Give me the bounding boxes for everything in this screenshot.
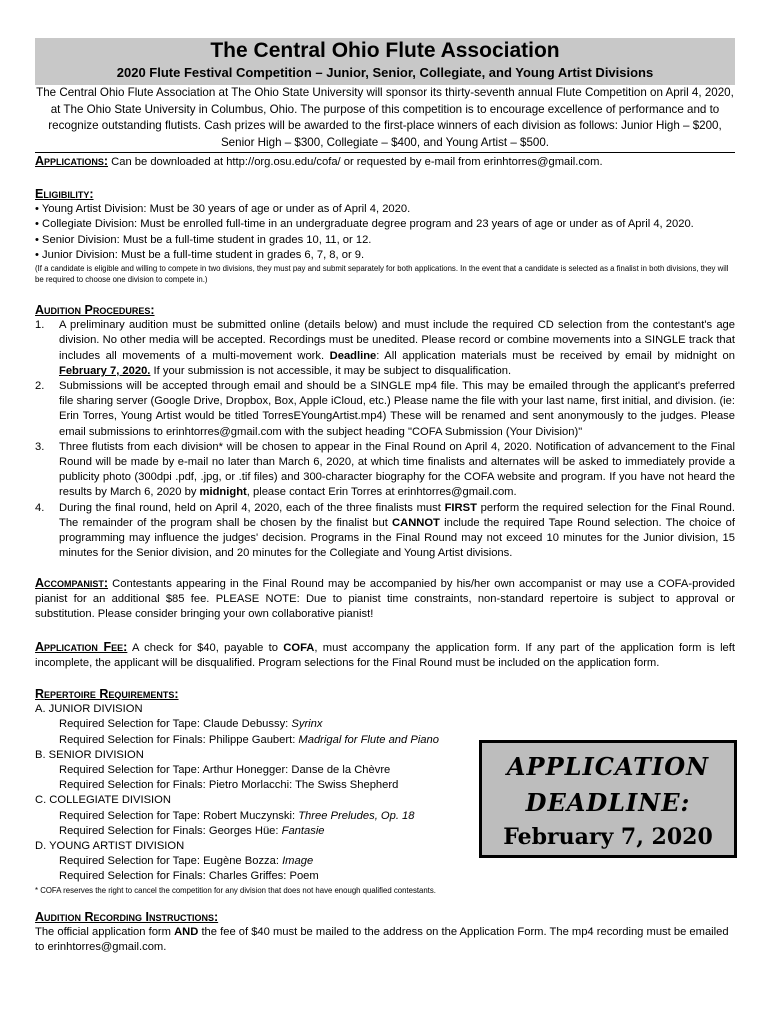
eligibility-item: • Young Artist Division: Must be 30 years of age or under as of April 4, 2020.	[35, 203, 411, 216]
item-text-part: perform the required selection for the Final Round. The remainder of the program shall be chosen by the finalist but	[59, 501, 735, 529]
rep-work: Fantasie	[281, 824, 325, 837]
audition-item-3	[35, 440, 735, 501]
rep-work: Three Preludes, Op. 18	[298, 809, 415, 822]
junior-division: A. JUNIOR DIVISION	[35, 703, 143, 716]
item-text-bold: FIRST	[444, 501, 477, 514]
audition-section	[35, 303, 735, 561]
collegiate-division: C. COLLEGIATE DIVISION	[35, 794, 171, 807]
eligibility-item: • Collegiate Division: Must be enrolled full-time in an undergraduate degree program and 23 years of age or under as of April 4, 2020.	[35, 218, 694, 231]
rep-label: Required Selection for Finals: Philippe Gaubert:	[59, 733, 299, 746]
recording-text-part: the fee of $40 must be mailed to the address on the Application Form. The mp4 recording must be emailed to erinhtorres@gmail.com.	[35, 926, 729, 954]
accompanist-section	[35, 576, 735, 623]
item-text-part: : All application materials must be received by email by midnight on	[376, 349, 735, 362]
item-text: Submissions will be accepted through email and should be a SINGLE mp4 file. This may be emailed through the applicant's preferred file sharing server (Google Drive, Dropbox, Box, Apple iCloud, etc.) Please name the file with your last name, first initial, and division. (ie: Erin Torres, Young Artist would be titled TorresEYoungArtist.mp4) These will be renamed and sent anonymously to the judges. Please email submissions to erinhtorres@gmail.com with the subject heading "COFA Submission (Your Division)"	[59, 380, 735, 438]
fee-payee: COFA	[283, 642, 315, 654]
recording-text	[35, 925, 735, 955]
fee-section	[35, 640, 735, 671]
repertoire-heading: Repertoire Requirements:	[35, 687, 179, 701]
applications-text: Can be downloaded at http://org.osu.edu/cofa/ or requested by e-mail from erinhtorres@gmail.com.	[108, 156, 603, 168]
rep-label: Required Selection for Tape: Robert Muczynski:	[59, 809, 299, 822]
fee-heading: Application Fee:	[35, 640, 128, 654]
rep-label: Required Selection for Tape: Claude Debussy:	[59, 718, 292, 731]
eligibility-item: • Senior Division: Must be a full-time student in grades 10, 11, or 12.	[35, 233, 372, 246]
deadline-box	[479, 740, 737, 858]
item-text	[59, 501, 735, 562]
rep-work: Madrigal for Flute and Piano	[298, 733, 439, 746]
deadline-line-3: February 7, 2020	[503, 824, 713, 850]
applications-section	[35, 154, 735, 170]
rep-label: Required Selection for Tape: Eugène Bozza:	[59, 855, 283, 868]
recording-text-bold: AND	[174, 926, 199, 939]
audition-item-1	[35, 318, 735, 379]
rep-label: Required Selection for Finals: Georges Hüe:	[59, 824, 282, 837]
rep-work: Image	[282, 855, 314, 868]
young-artist-finals: Required Selection for Finals: Charles Griffes: Poem	[59, 870, 319, 883]
deadline-label: Deadline	[329, 349, 377, 362]
senior-tape: Required Selection for Tape: Arthur Honegger: Danse de la Chèvre	[59, 764, 391, 777]
audition-item-2	[35, 379, 735, 440]
page-subtitle: 2020 Flute Festival Competition – Junior, Senior, Collegiate, and Young Artist Divisions	[116, 65, 654, 80]
accompanist-heading: Accompanist:	[35, 576, 109, 590]
item-number: 2.	[35, 380, 45, 393]
title-banner	[35, 38, 735, 85]
young-artist-division: D. YOUNG ARTIST DIVISION	[35, 840, 185, 853]
deadline-line-2: DEADLINE:	[525, 788, 691, 817]
item-text-bold: midnight	[199, 486, 247, 499]
fee-text: , must accompany the application form. If any part of the application form is left incomplete, the applicant will be disqualified. Program selections for the Final Round must be included on the application form.	[35, 642, 735, 670]
deadline-date: February 7, 2020.	[59, 364, 151, 377]
repertoire-note: * COFA reserves the right to cancel the competition for any division that does not have enough qualified contestants.	[35, 885, 436, 895]
intro-paragraph: The Central Ohio Flute Association at The Ohio State University will sponsor its thirty-seventh annual Flute Competition on April 4, 2020, at The Ohio State University in Columbus, Ohio. The purpose of this competition is to encourage excellence of performance and to recognize outstanding flutists. Cash prizes will be awarded to the first-place winners of each division as follows: Junior High – $200, Senior High – $300, Collegiate – $400, and Young Artist – $500.	[36, 86, 734, 149]
item-text	[59, 440, 735, 501]
eligibility-heading: Eligibility:	[35, 187, 94, 201]
audition-heading: Audition Procedures:	[35, 303, 155, 317]
page-title: The Central Ohio Flute Association	[210, 39, 560, 62]
senior-finals: Required Selection for Finals: Pietro Morlacchi: The Swiss Shepherd	[59, 779, 399, 792]
item-number: 4.	[35, 501, 45, 514]
item-text	[59, 318, 735, 379]
item-text-part: include the required Tape Round selection. The choice of programming may influence the judges' decision. Programs in the Final Round may not exceed 10 minutes for the Junior division, 15 minutes for the Senior division, and 20 minutes for the Collegiate and Young Artist divisions.	[59, 516, 735, 560]
rep-work: Syrinx	[291, 718, 323, 731]
accompanist-text: Contestants appearing in the Final Round may be accompanied by his/her own accompanist or may use a COFA-provided pianist for an additional $85 fee. PLEASE NOTE: Due to pianist time constraints, non-standard repertoire is subject to approval or substitution. Please consider bringing your own collaborative pianist!	[35, 578, 735, 621]
audition-item-4	[35, 501, 735, 562]
item-number: 1.	[35, 319, 45, 332]
fee-text: A check for $40, payable to	[127, 642, 284, 654]
eligibility-note: (If a candidate is eligible and willing to compete in two divisions, they must pay and submit separately for both applications. In the event that a candidate is selected as a finalist in both divisions, they will be required to choose one division to compete in.)	[35, 264, 729, 285]
item-text-part: , please contact Erin Torres at erinhtorres@gmail.com.	[246, 486, 517, 499]
item-text-part: Three flutists from each division* will be chosen to appear in the Final Round on April 4, 2020. Notification of advancement to the Final Round will be made by e-mail no later than March 6, 2020, at which time finalists and alternates will be asked to immediately provide a publicity photo (300dpi .pdf, .jpg, or .tif files) and 300-character biography for the COFA website and program. If you have not heard the results by March 6, 2020 by	[59, 440, 735, 499]
recording-heading: Audition Recording Instructions:	[35, 910, 219, 924]
item-text-part: A preliminary audition must be submitted online (details below) and must include the required CD selection from the contestant's age division. No other media will be accepted. Recordings must be unedited. Please record or combine movements into a SINGLE track that includes all movements of a multi-movement work.	[59, 319, 735, 362]
deadline-line-1: APPLICATION	[506, 752, 710, 781]
divider	[35, 152, 735, 153]
recording-section	[35, 910, 735, 956]
eligibility-section	[35, 187, 735, 285]
item-number: 3.	[35, 440, 45, 453]
junior-tape	[35, 717, 735, 732]
senior-division: B. SENIOR DIVISION	[35, 748, 144, 761]
eligibility-item: • Junior Division: Must be a full-time student in grades 6, 7, 8, or 9.	[35, 248, 365, 261]
applications-heading: Applications:	[35, 154, 109, 168]
item-text-bold: CANNOT	[392, 516, 440, 529]
recording-text-part: The official application form	[35, 926, 175, 939]
item-text-part: If your submission is not accessible, it may be subject to disqualification.	[150, 364, 512, 377]
item-text-part: During the final round, held on April 4, 2020, each of the three finalists must	[59, 501, 445, 514]
